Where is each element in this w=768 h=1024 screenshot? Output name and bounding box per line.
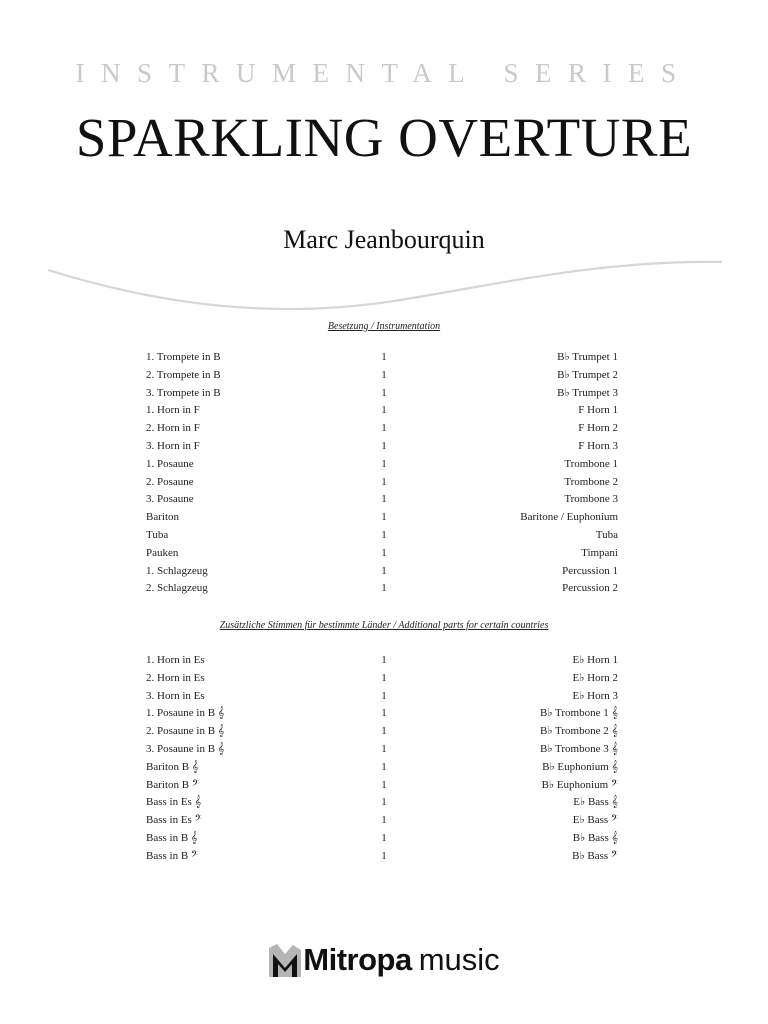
part-name-english: F Horn 2 — [578, 422, 618, 435]
part-name-english: B♭ Trumpet 3 — [557, 386, 618, 399]
part-name-english: E♭ Bass 𝄢 — [572, 814, 618, 827]
part-name-english: E♭ Horn 1 — [572, 654, 618, 666]
part-quantity: 1 — [381, 654, 387, 666]
part-name-english: Percussion 1 — [562, 564, 618, 577]
part-name-german: 3. Horn in Es — [146, 689, 205, 702]
part-quantity: 1 — [381, 760, 387, 773]
part-name-english: B♭ Trombone 1 𝄞 — [539, 707, 618, 720]
part-name-german: 1. Posaune — [146, 457, 194, 470]
part-row — [146, 830, 618, 848]
part-name-english: B♭ Bass 𝄢 — [572, 849, 618, 862]
part-row — [146, 812, 618, 830]
publisher-name: Mitropa — [303, 942, 412, 977]
part-quantity: 1 — [381, 528, 387, 541]
part-quantity: 1 — [381, 475, 387, 488]
part-row — [146, 491, 618, 509]
part-row — [146, 652, 618, 670]
part-name-german: Bariton — [146, 511, 179, 524]
part-name-german: Bariton B 𝄞 — [146, 760, 199, 773]
part-name-german: 1. Trompete in B — [146, 351, 221, 363]
part-name-german: 1. Posaune in B 𝄞 — [146, 707, 225, 720]
part-row — [146, 670, 618, 688]
part-name-english: Baritone / Euphonium — [520, 511, 618, 524]
part-name-german: 2. Horn in F — [146, 422, 200, 435]
part-quantity: 1 — [381, 422, 387, 435]
part-row — [146, 385, 618, 403]
part-name-english: Trombone 2 — [564, 475, 618, 488]
part-quantity: 1 — [381, 493, 387, 506]
part-name-german: 2. Posaune in B 𝄞 — [146, 725, 225, 738]
part-quantity: 1 — [381, 351, 387, 363]
part-row — [146, 402, 618, 420]
part-name-english: B♭ Euphonium 𝄞 — [542, 760, 618, 773]
part-quantity: 1 — [381, 386, 387, 399]
additional-parts-heading: Zusätzliche Stimmen für bestimmte Länder / Additional parts for certain countries — [219, 620, 549, 631]
part-name-german: 3. Posaune in B 𝄞 — [146, 742, 225, 755]
part-quantity: 1 — [381, 831, 387, 844]
part-name-english: E♭ Horn 3 — [572, 689, 618, 702]
part-name-german: Bass in Es 𝄞 — [146, 796, 202, 809]
part-quantity: 1 — [381, 564, 387, 577]
part-name-english: Percussion 2 — [562, 582, 618, 595]
part-name-english: F Horn 3 — [578, 439, 618, 452]
part-name-english: B♭ Bass 𝄞 — [572, 831, 618, 844]
part-quantity: 1 — [381, 404, 387, 417]
part-name-english: Trombone 3 — [564, 493, 618, 506]
part-quantity: 1 — [381, 511, 387, 524]
part-quantity: 1 — [381, 457, 387, 470]
part-name-german: 1. Schlagzeug — [146, 564, 208, 577]
part-name-german: 2. Schlagzeug — [146, 582, 208, 595]
part-name-english: B♭ Euphonium 𝄢 — [541, 778, 618, 791]
part-quantity: 1 — [381, 582, 387, 595]
part-quantity: 1 — [381, 368, 387, 381]
part-name-german: 3. Posaune — [146, 493, 194, 506]
decorative-wave — [40, 250, 730, 320]
part-row — [146, 527, 618, 545]
part-name-german: 3. Horn in F — [146, 439, 200, 452]
part-name-german: Pauken — [146, 546, 179, 559]
part-row — [146, 420, 618, 438]
part-name-english: B♭ Trombone 2 𝄞 — [539, 725, 618, 738]
part-name-german: Tuba — [146, 528, 169, 541]
part-name-german: 2. Trompete in B — [146, 368, 221, 381]
part-row — [146, 545, 618, 563]
part-quantity: 1 — [381, 742, 387, 755]
publisher-logo — [0, 942, 768, 983]
part-name-german: Bass in B 𝄞 — [146, 831, 198, 844]
part-name-english: F Horn 1 — [578, 404, 618, 417]
part-name-english: Trombone 1 — [564, 457, 618, 470]
part-row — [146, 794, 618, 812]
instrumentation-heading: Besetzung / Instrumentation — [327, 321, 441, 332]
mountain-logo-icon — [268, 942, 302, 978]
part-row — [146, 438, 618, 456]
part-name-german: Bariton B 𝄢 — [146, 778, 199, 791]
series-label: INSTRUMENTAL SERIES — [75, 58, 693, 88]
instrumentation-list — [146, 349, 618, 598]
part-name-english: E♭ Horn 2 — [572, 671, 618, 684]
composer-name: Marc Jeanbourquin — [283, 225, 485, 254]
part-row — [146, 741, 618, 759]
part-row — [146, 688, 618, 706]
part-name-german: 1. Horn in Es — [146, 654, 205, 666]
part-name-german: 1. Horn in F — [146, 404, 200, 417]
part-name-english: B♭ Trumpet 1 — [557, 351, 618, 363]
part-name-english: B♭ Trumpet 2 — [557, 368, 618, 381]
part-name-english: Tuba — [595, 528, 618, 541]
part-quantity: 1 — [381, 439, 387, 452]
additional-parts-list — [146, 652, 618, 866]
part-name-english: Timpani — [581, 546, 618, 559]
part-quantity: 1 — [381, 546, 387, 559]
part-quantity: 1 — [381, 725, 387, 738]
part-quantity: 1 — [381, 849, 387, 862]
part-name-english: E♭ Bass 𝄞 — [573, 796, 618, 809]
part-quantity: 1 — [381, 707, 387, 720]
part-row — [146, 705, 618, 723]
part-row — [146, 456, 618, 474]
part-name-german: Bass in Es 𝄢 — [146, 814, 202, 827]
part-row — [146, 563, 618, 581]
part-row — [146, 367, 618, 385]
part-quantity: 1 — [381, 796, 387, 809]
part-row — [146, 474, 618, 492]
part-name-english: B♭ Trombone 3 𝄞 — [539, 742, 618, 755]
part-row — [146, 349, 618, 367]
publisher-suffix: music — [418, 942, 500, 977]
part-row — [146, 777, 618, 795]
page-title: SPARKLING OVERTURE — [75, 107, 693, 168]
part-quantity: 1 — [381, 814, 387, 827]
part-quantity: 1 — [381, 778, 387, 791]
part-row — [146, 723, 618, 741]
part-quantity: 1 — [381, 689, 387, 702]
part-row — [146, 509, 618, 527]
part-name-german: 2. Posaune — [146, 475, 194, 488]
part-quantity: 1 — [381, 671, 387, 684]
part-name-german: 2. Horn in Es — [146, 671, 205, 684]
part-row — [146, 580, 618, 598]
part-name-german: Bass in B 𝄢 — [146, 849, 198, 862]
part-row — [146, 848, 618, 866]
part-row — [146, 759, 618, 777]
part-name-german: 3. Trompete in B — [146, 386, 221, 399]
